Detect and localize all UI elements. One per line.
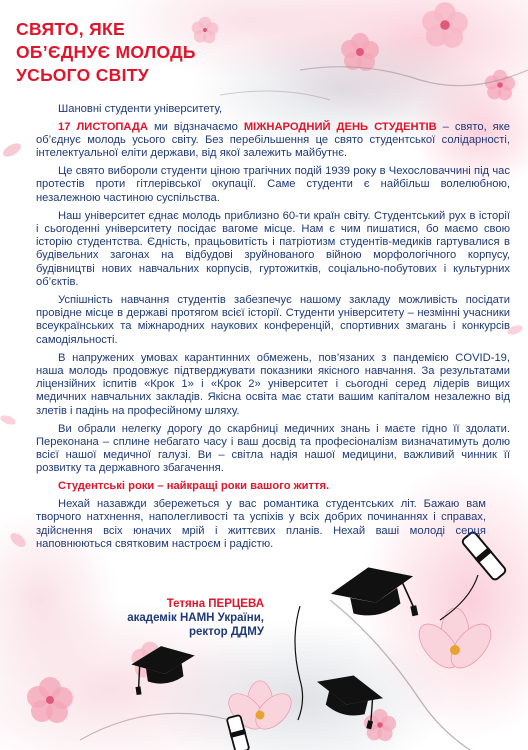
- paragraph: Нехай назавжди збережеться у вас романтика студентських літ. Бажаю вам творчого натхнення, наполегливості та успіхів у всіх добрих починаннях і справах, здійснення всіх юначих мрій і життєвих планів. Нехай ваші молоді серця наповнюються святковим настроєм і радістю.: [36, 498, 486, 550]
- signature-block: [60, 597, 264, 639]
- paragraph: Це свято вибороли студенти ціною трагічних подій 1939 року в Чехословаччині під час протестів проти гітлерівської окупації. Саме студенти є найбільш волелюбною, незалежною частиною суспільства.: [36, 165, 510, 204]
- motto-line: Студентські роки – найкращі роки вашого життя.: [58, 480, 330, 493]
- paragraph: Успішність навчання студентів забезпечує нашому закладу можливість посідати провідне місце в державі протягом всієї історії. Студенти університету – незмінні учасники всеукраїнських та міжнародних наукових конференцій, спортивних змагань і конкурсів самодіяльності.: [36, 293, 510, 346]
- title-line: ОБ’ЄДНУЄ МОЛОДЬ: [16, 42, 196, 62]
- signature-title: академік НАМН України,: [127, 612, 264, 624]
- title-line: СВЯТО, ЯКЕ: [16, 19, 125, 39]
- date-highlight: 17 ЛИСТОПАДА: [58, 120, 148, 133]
- title-line: УСЬОГО СВІТУ: [16, 65, 149, 85]
- signature-name: Тетяна ПЕРЦЕВА: [166, 598, 264, 610]
- paragraph: В напружених умовах карантинних обмежень, пов’язаних з пандемією COVID-19, наша молодь продовжує підтверджувати показники якісного навчання. За результатами ліцензійних іспитів «Крок 1» і «Крок 2» університет і сьогодні серед лідерів вищих медичних навчальних закладів. Якісна освіта має стати вашим капіталом незалежно від злетів і падінь на професійному шляху.: [36, 351, 510, 417]
- paragraph-text: ми відзначаємо: [147, 120, 244, 133]
- paragraph-text: – свято, яке об’єднує молодь усього світу. Без перебільшення це свято студентської солідарності, інтелектуальної еліти держави, від якої залежить майбутнє.: [36, 120, 510, 160]
- signature-title: ректор ДДМУ: [188, 626, 264, 638]
- greeting-line: Шановні студенти університету,: [58, 103, 223, 115]
- paragraph: [36, 121, 510, 161]
- paragraph: Наш університет єднає молодь приблизно 60-ти країн світу. Студентський рух в історії і сьогоденні університету посідає вагоме місце. Нам є чим пишатися, бо маємо свою історію студентства. Єдність, працьовитість і патріотизм студентів-медиків гартувалися в будівельних загонах на відбудові зруйнованого війною морфологічного корпусу, будівництві нових навчальних корпусів, гуртожитків, соціально-побутових і культурних об’єктів.: [36, 209, 510, 289]
- letter-body: [36, 103, 510, 556]
- holiday-highlight: МІЖНАРОДНИЙ ДЕНЬ СТУДЕНТІВ: [243, 120, 437, 133]
- page-title: [16, 18, 316, 87]
- paragraph: Ви обрали нелегку дорогу до скарбниці медичних знань і маєте гідно її здолати. Переконана – сплине небагато часу і ваш досвід та професіоналізм визначатимуть долю всієї нашої медичної галузі. Ви – світла надія нашої медицини, важливий чинник її розвитку та державного збагачення.: [36, 422, 510, 475]
